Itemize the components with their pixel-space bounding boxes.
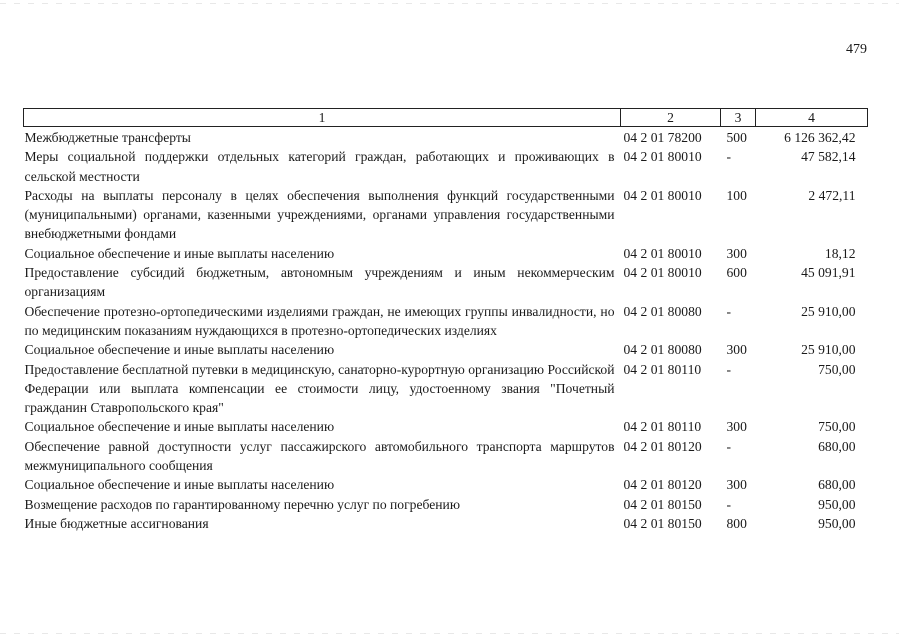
row-code-cell: 04 2 01 80150 — [623, 496, 702, 512]
table-row — [24, 475, 868, 494]
row-amount-cell: 25 910,00 — [801, 303, 856, 319]
row-amount-cell: 18,12 — [824, 245, 856, 261]
row-amount-cell: 950,00 — [818, 515, 856, 531]
scan-edge-top — [0, 3, 899, 4]
row-amount-cell: 2 472,11 — [808, 187, 856, 203]
row-amount-cell: 25 910,00 — [801, 342, 856, 358]
row-amount-cell: 950,00 — [818, 496, 856, 512]
row-name-cell: Межбюджетные трансферты — [24, 130, 191, 145]
row-type-cell: - — [726, 438, 732, 454]
row-name-cell: Обеспечение равной доступности услуг пассажирского автомобильного транспорта маршрутов межмуниципального сообщения — [24, 438, 615, 474]
row-code-cell: 04 2 01 80150 — [623, 515, 702, 531]
table-row — [24, 147, 868, 186]
row-amount-cell: 6 126 362,42 — [784, 130, 856, 145]
row-type-cell: 300 — [726, 245, 747, 261]
table-row — [24, 340, 868, 359]
row-amount-cell: 750,00 — [818, 361, 856, 377]
row-amount-cell: 680,00 — [818, 477, 856, 493]
row-code-cell: 04 2 01 80080 — [623, 342, 702, 358]
table-row — [24, 360, 868, 418]
row-amount-cell: 47 582,14 — [801, 149, 856, 165]
row-code-cell: 04 2 01 80080 — [623, 303, 702, 319]
row-name-cell: Возмещение расходов по гарантированному перечню услуг по погребению — [24, 496, 460, 512]
row-type-cell: 600 — [726, 265, 747, 281]
row-type-cell: 300 — [726, 419, 747, 435]
row-type-cell: - — [726, 303, 732, 319]
page-number: 479 — [846, 42, 867, 57]
row-name-cell: Меры социальной поддержки отдельных категорий граждан, работающих и проживающих в сельской местности — [24, 149, 615, 184]
row-name-cell: Обеспечение протезно-ортопедическими изделиями граждан, не имеющих группы инвалидности, но по медицинским показаниям нуждающихся в протезно-ортопедических изделиях — [24, 303, 615, 338]
row-amount-cell: 45 091,91 — [801, 265, 856, 281]
row-code-cell: 04 2 01 78200 — [623, 130, 702, 145]
table-row — [24, 437, 868, 476]
row-type-cell: 800 — [726, 515, 747, 531]
table-row — [24, 495, 868, 514]
budget-table — [23, 108, 868, 533]
row-name-cell: Расходы на выплаты персоналу в целях обеспечения выполнения функций государственными (муниципальными) органами, казенными учреждениями, органами управления государственными внебюджетными фондами — [24, 187, 615, 242]
row-type-cell: 300 — [726, 342, 747, 358]
table-row — [24, 127, 868, 148]
row-code-cell: 04 2 01 80120 — [623, 477, 702, 493]
table-row — [24, 186, 868, 244]
row-code-cell: 04 2 01 80010 — [623, 245, 702, 261]
row-type-cell: 100 — [726, 187, 747, 203]
row-type-cell: 500 — [726, 130, 747, 145]
row-code-cell: 04 2 01 80010 — [623, 265, 702, 281]
row-code-cell: 04 2 01 80010 — [623, 149, 702, 165]
row-name-cell: Социальное обеспечение и иные выплаты населению — [24, 245, 335, 261]
table-row — [24, 514, 868, 533]
table-row — [24, 244, 868, 263]
row-code-cell: 04 2 01 80110 — [623, 419, 702, 435]
table-body — [24, 127, 868, 534]
row-code-cell: 04 2 01 80010 — [623, 187, 702, 203]
row-code-cell: 04 2 01 80120 — [623, 438, 702, 454]
scan-edge-bottom — [0, 633, 899, 634]
header-col-4: 4 — [756, 109, 868, 127]
table-row — [24, 302, 868, 341]
row-type-cell: - — [726, 496, 732, 512]
header-col-1: 1 — [24, 109, 621, 127]
table-row — [24, 417, 868, 436]
row-amount-cell: 750,00 — [818, 419, 856, 435]
table-row — [24, 263, 868, 302]
row-type-cell: 300 — [726, 477, 747, 493]
row-type-cell: - — [726, 149, 732, 165]
row-name-cell: Социальное обеспечение и иные выплаты населению — [24, 419, 335, 435]
row-name-cell: Предоставление субсидий бюджетным, автономным учреждениям и иным некоммерческим организациям — [24, 265, 615, 300]
row-name-cell: Иные бюджетные ассигнования — [24, 515, 209, 531]
row-name-cell: Социальное обеспечение и иные выплаты населению — [24, 342, 335, 358]
row-name-cell: Предоставление бесплатной путевки в медицинскую, санаторно-курортную организацию Российской Федерации или выплата компенсации ее стоимости лицу, удостоенному звания "Почетный гражданин Ставропольского края" — [24, 361, 615, 416]
row-name-cell: Социальное обеспечение и иные выплаты населению — [24, 477, 335, 493]
header-col-2: 2 — [621, 109, 721, 127]
table-header-row — [24, 109, 868, 127]
row-amount-cell: 680,00 — [818, 438, 856, 454]
header-col-3: 3 — [721, 109, 756, 127]
row-code-cell: 04 2 01 80110 — [623, 361, 702, 377]
row-type-cell: - — [726, 361, 732, 377]
